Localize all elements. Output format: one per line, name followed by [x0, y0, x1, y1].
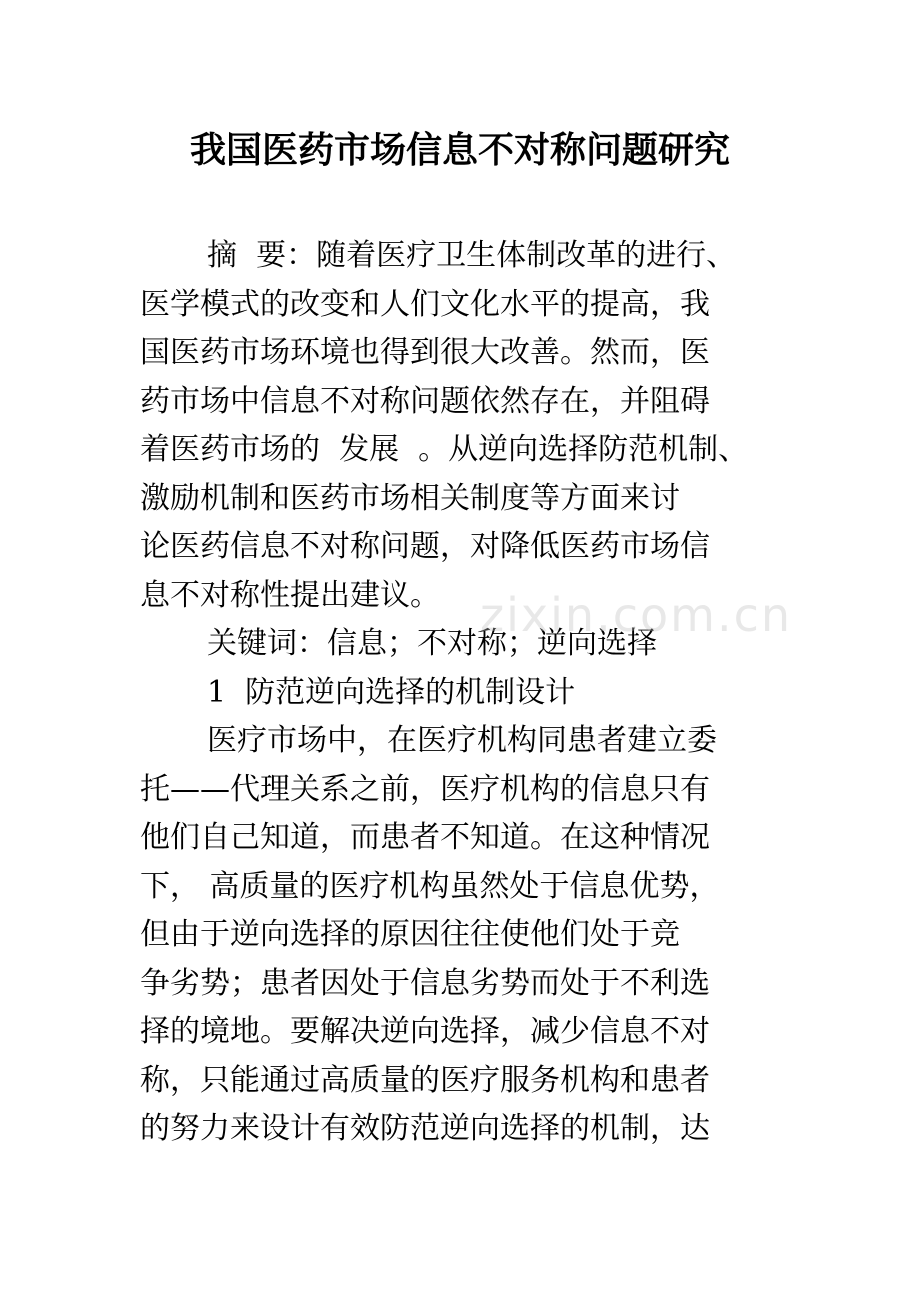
- abstract-line-6: 激励机制和医药市场相关制度等方面来讨: [140, 480, 680, 516]
- abstract-line-2: 医学模式的改变和人们文化水平的提高，我: [140, 286, 710, 322]
- keywords-line: 关键词：信息；不对称；逆向选择: [207, 626, 657, 661]
- paragraph-line-2: 托——代理关系之前，医疗机构的信息只有: [140, 771, 710, 807]
- section-heading: 1 防范逆向选择的机制设计: [207, 674, 576, 710]
- abstract-line-8: 息不对称性提出建议。: [140, 577, 440, 613]
- document-title: 我国医药市场信息不对称问题研究: [189, 129, 730, 171]
- paragraph-line-4: 下， 高质量的医疗机构虽然处于信息优势，: [140, 868, 720, 904]
- watermark: zixin.com.cn: [480, 588, 793, 642]
- abstract-line-1: 摘 要：随着医疗卫生体制改革的进行、: [207, 238, 737, 273]
- abstract-line-5: 着医药市场的 发展 。从逆向选择防范机制、: [140, 432, 749, 467]
- abstract-line-4: 药市场中信息不对称问题依然存在，并阻碍: [140, 383, 710, 419]
- paragraph-line-1: 医疗市场中，在医疗机构同患者建立委: [207, 723, 717, 758]
- paragraph-line-5: 但由于逆向选择的原因往往使他们处于竞: [140, 917, 680, 952]
- document-body: [140, 232, 800, 1154]
- paragraph-line-6: 争劣势；患者因处于信息劣势而处于不利选: [140, 965, 710, 1001]
- paragraph-line-3: 他们自己知道，而患者不知道。在这种情况: [140, 820, 710, 855]
- paragraph-line-9: 的努力来设计有效防范逆向选择的机制，达: [140, 1111, 710, 1146]
- paragraph-line-8: 称，只能通过高质量的医疗服务机构和患者: [140, 1062, 710, 1098]
- paragraph-line-7: 择的境地。要解决逆向选择，减少信息不对: [140, 1014, 710, 1049]
- abstract-line-3: 国医药市场环境也得到很大改善。然而，医: [140, 335, 710, 370]
- abstract-line-7: 论医药信息不对称问题，对降低医药市场信: [140, 529, 710, 564]
